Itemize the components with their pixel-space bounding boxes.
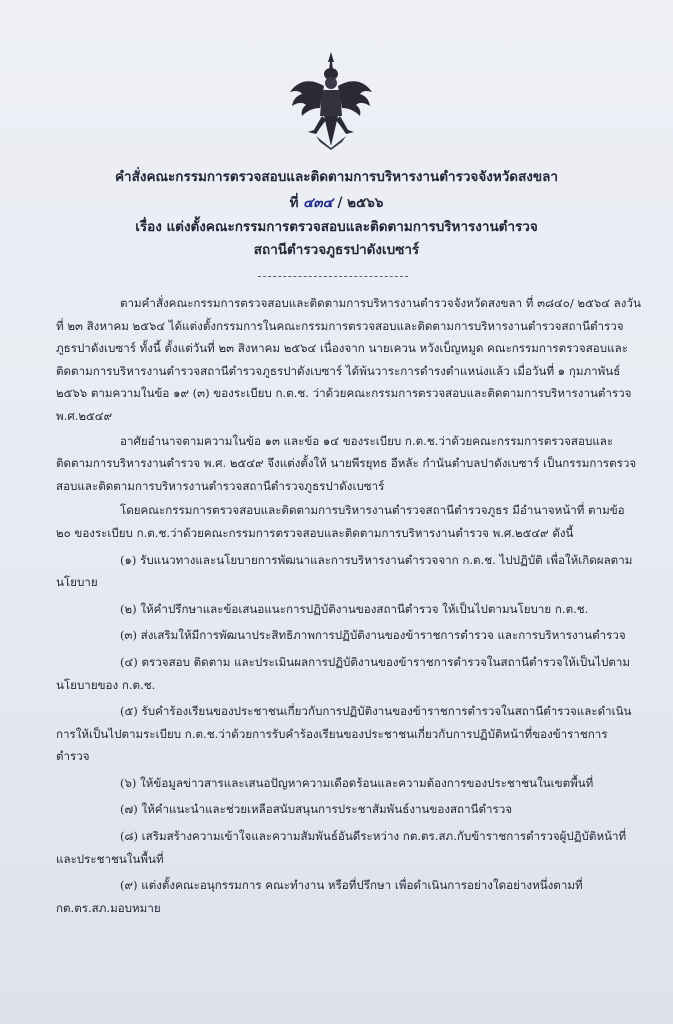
- order-number-line: [0, 191, 673, 213]
- paragraph-background: ตามคำสั่งคณะกรรมการตรวจสอบและติดตามการบริหารงานตำรวจจังหวัดสงขลา ที่ ๓๘๔๐/ ๒๕๖๔ ลงวันที่ ๒๓ สิงหาคม ๒๕๖๔ ได้แต่งตั้งกรรมการในคณะกรรมการตรวจสอบและติดตามการบริหารงานตำรวจสถานีตำรวจภูธรปาดังเบซาร์ ทั้งนี้ ตั้งแต่วันที่ ๒๓ สิงหาคม ๒๕๖๔ เนื่องจาก นายเควน หวังเบ็ญหมูด คณะกรรมการตรวจสอบและติดตามการบริหารงานตำรวจสถานีตำรวจภูธรปาดังเบซาร์ ได้พ้นวาระการดำรงตำแหน่งแล้ว เมื่อวันที่ ๑ กุมภาพันธ์ ๒๕๖๖ ตามความในข้อ ๑๙ (๓) ของระเบียบ ก.ต.ช. ว่าด้วยคณะกรรมการตรวจสอบและติดตามการบริหารงานตำรวจ พ.ศ.๒๕๔๙: [56, 296, 641, 423]
- duty-item: (๒) ให้คำปรึกษาและข้อเสนอแนะการปฏิบัติงานของสถานีตำรวจ ให้เป็นไปตามนโยบาย ก.ต.ช.: [120, 601, 589, 616]
- order-title: คำสั่งคณะกรรมการตรวจสอบและติดตามการบริหารงานตำรวจจังหวัดสงขลา: [115, 169, 558, 185]
- subject-line-1: เรื่อง แต่งตั้งคณะกรรมการตรวจสอบและติดตามการบริหารงานตำรวจ: [135, 219, 538, 235]
- document-body: [56, 292, 641, 919]
- duty-item: (๕) รับคำร้องเรียนของประชาชนเกี่ยวกับการปฏิบัติงานของข้าราชการตำรวจในสถานีตำรวจและดำเนินการให้เป็นไปตามระเบียบ ก.ต.ช.ว่าด้วยการรับคำร้องเรียนของประชาชนเกี่ยวกับการปฏิบัติหน้าที่ของข้าราชการตำรวจ: [56, 704, 632, 764]
- duty-item: (๓) ส่งเสริมให้มีการพัฒนาประสิทธิภาพการปฏิบัติงานของข้าราชการตำรวจ และการบริหารงานตำรวจ: [120, 628, 626, 643]
- duty-item: (๑) รับแนวทางและนโยบายการพัฒนาและการบริหารงานตำรวจจาก ก.ต.ช. ไปปฏิบัติ เพื่อให้เกิดผลตามนโยบาย: [56, 552, 633, 590]
- order-prefix: ที่: [289, 195, 299, 211]
- paragraph-appointment: อาศัยอำนาจตามความในข้อ ๑๓ และข้อ ๑๔ ของระเบียบ ก.ต.ช.ว่าด้วยคณะกรรมการตรวจสอบและติดตามการบริหารงานตำรวจ พ.ศ. ๒๕๔๙ จึงแต่งตั้งให้ นายพีรยุทธ อีหลัะ กำนันตำบลปาดังเบซาร์ เป็นกรรมการตรวจสอบและติดตามการบริหารงานตำรวจสถานีตำรวจภูธรปาดังเบซาร์: [56, 433, 637, 493]
- subject-line-2: สถานีตำรวจภูธรปาดังเบซาร์: [253, 242, 420, 258]
- duty-item: (๔) ตรวจสอบ ติดตาม และประเมินผลการปฏิบัติงานของข้าราชการตำรวจในสถานีตำรวจให้เป็นไปตามนโยบายของ ก.ต.ช.: [56, 654, 631, 692]
- duty-item: (๖) ให้ข้อมูลข่าวสารและเสนอปัญหาความเดือดร้อนและความต้องการของประชาชนในเขตพื้นที่: [120, 775, 594, 790]
- duty-item: (๙) แต่งตั้งคณะอนุกรรมการ คณะทำงาน หรือที่ปรึกษา เพื่อดำเนินการอย่างใดอย่างหนึ่งตามที่ กต.ตร.สภ.มอบหมาย: [56, 878, 583, 915]
- duty-item: (๘) เสริมสร้างความเข้าใจและความสัมพันธ์อันดีระหว่าง กต.ตร.สภ.กับข้าราชการตำรวจผู้ปฏิบัติหน้าที่และประชาชนในพื้นที่: [56, 829, 627, 866]
- divider-line: [258, 276, 408, 277]
- order-year: / ๒๕๖๖: [337, 195, 384, 211]
- garuda-emblem-icon: [286, 50, 376, 150]
- order-number: ๔๓๔: [303, 195, 333, 211]
- paragraph-authority: โดยคณะกรรมการตรวจสอบและติดตามการบริหารงานตำรวจสถานีตำรวจภูธร มีอำนาจหน้าที่ ตามข้อ ๒๐ ของระเบียบ ก.ต.ช.ว่าด้วยคณะกรรมการตรวจสอบและติดตามการบริหารงานตำรวจ พ.ศ.๒๕๔๙ ดังนี้: [56, 503, 625, 540]
- duty-item: (๗) ให้คำแนะนำและช่วยเหลือสนับสนุนการประชาสัมพันธ์งานของสถานีตำรวจ: [120, 802, 513, 817]
